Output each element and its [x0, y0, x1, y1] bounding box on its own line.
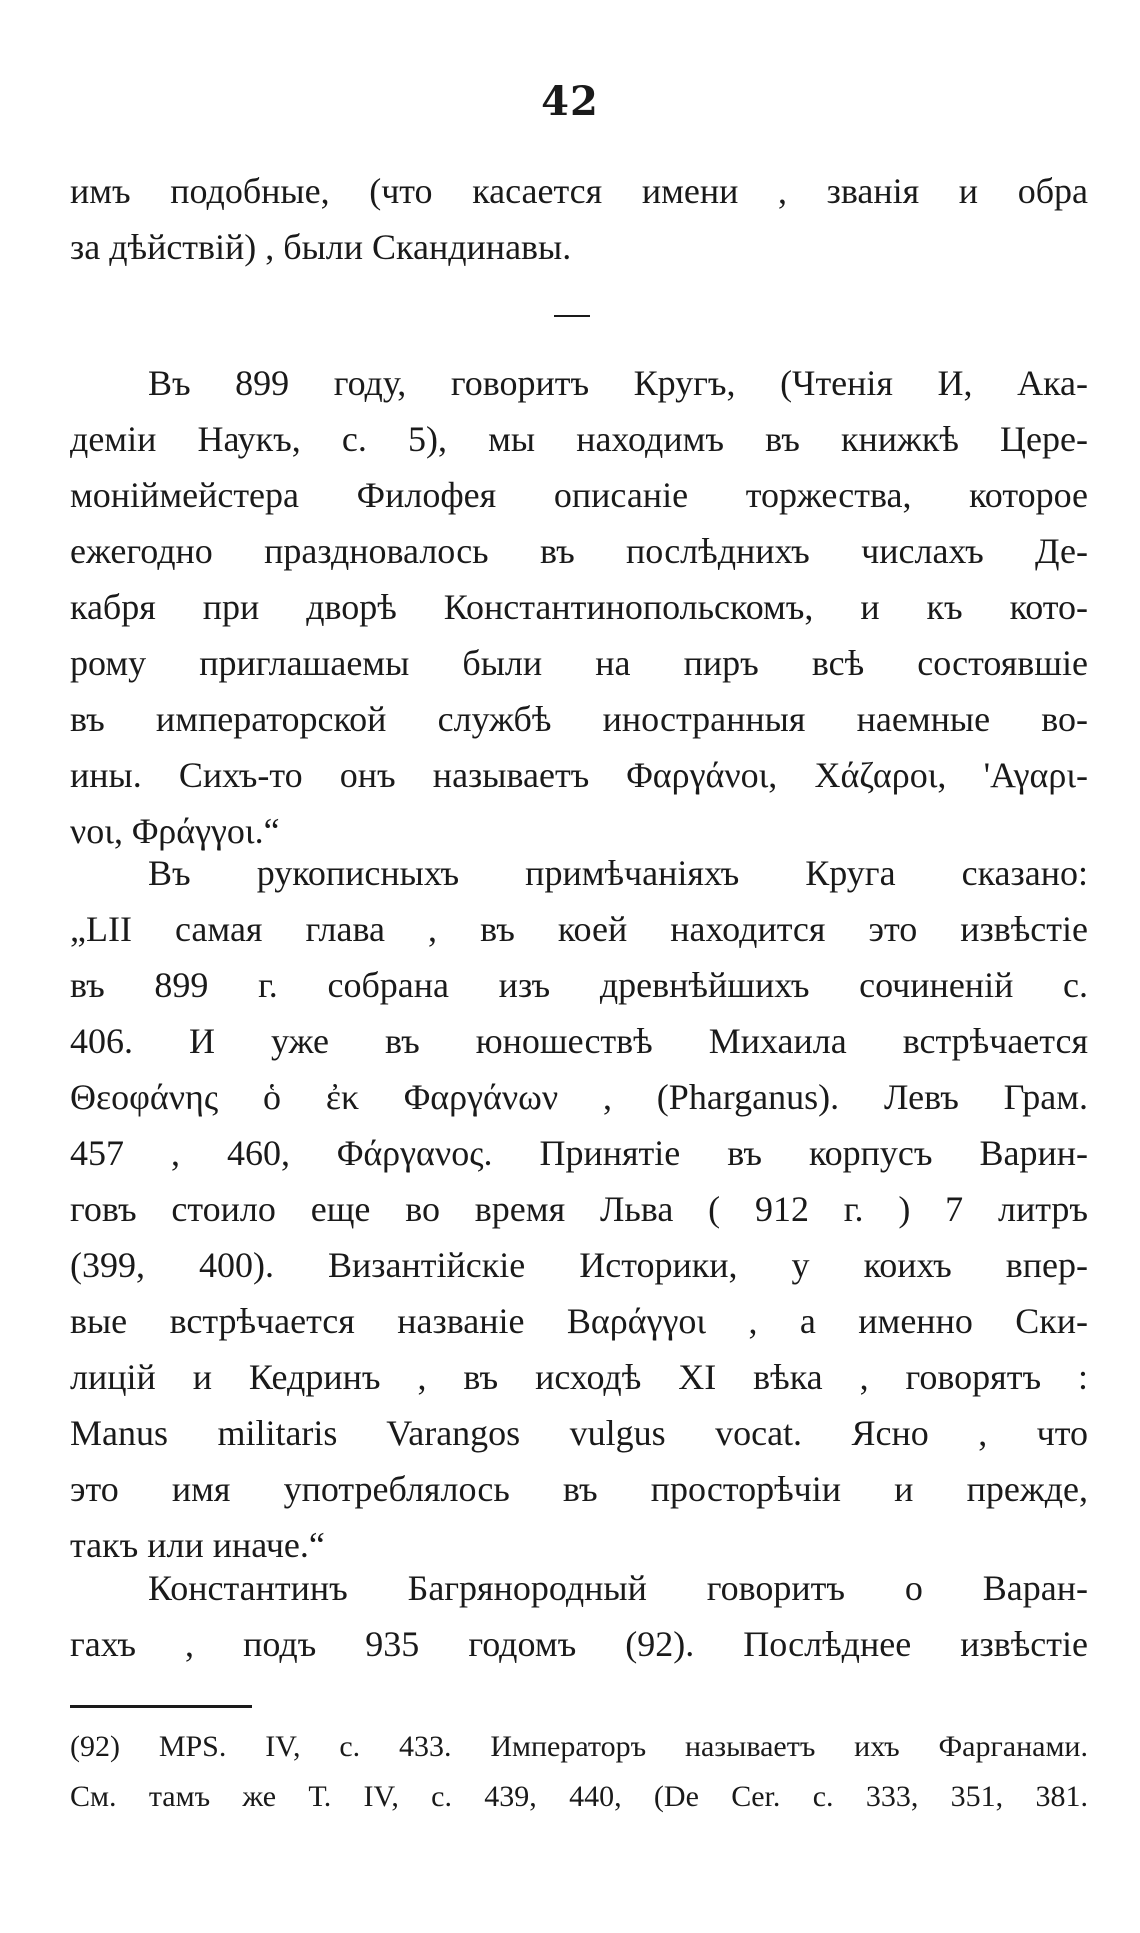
text-line: Θεοφάνης ὁ ἐκ Φαργάνων , (Pharganus). Левъ Грам. [70, 1077, 1088, 1117]
footnote-line: (92) MPS. IV, с. 433. Императоръ называетъ ихъ Фарганами. [70, 1730, 1088, 1763]
text-line: νοι, Φράγγοι.“ [70, 811, 280, 851]
text-line: деміи Наукъ, с. 5), мы находимъ въ книжкѣ Цере- [70, 419, 1088, 459]
text-line: имъ подобные, (что касается имени , званія и обра [70, 171, 1088, 211]
text-line: лицій и Кедринъ , въ исходѣ XI вѣка , говорятъ : [70, 1357, 1088, 1397]
text-line: (399, 400). Византійскіе Историки, у коихъ впер- [70, 1245, 1088, 1285]
footnotes [70, 1722, 1088, 1822]
text-line: 457 , 460, Φάργανος. Принятіе въ корпусъ Варин- [70, 1133, 1088, 1173]
text-line: „LII самая глава , въ коей находится это извѣстіе [70, 909, 1088, 949]
text-line: Константинъ Багрянородный говоритъ о Варан- [148, 1568, 1088, 1608]
text-line: ины. Сихъ-то онъ называетъ Φαργάνοι, Χάζαροι, 'Αγαρι- [70, 755, 1088, 795]
footnote-rule [70, 1705, 252, 1708]
paragraph-2 [70, 845, 1088, 1573]
text-line: говъ стоило еще во время Льва ( 912 г. ) 7 литръ [70, 1189, 1088, 1229]
text-line: рому приглашаемы были на пиръ всѣ состоявшіе [70, 643, 1088, 683]
section-separator [554, 315, 590, 317]
text-line: ежегодно праздновалось въ послѣднихъ числахъ Де- [70, 531, 1088, 571]
top-lines [70, 163, 1088, 275]
text-line: моніймейстера Филофея описаніе торжества, которое [70, 475, 1088, 515]
text-line: гахъ , подъ 935 годомъ (92). Послѣднее извѣстіе [70, 1624, 1088, 1664]
text-line: кабря при дворѣ Константинопольскомъ, и къ кото- [70, 587, 1088, 627]
text-line: вые встрѣчается названіе Βαράγγοι , а именно Ски- [70, 1301, 1088, 1341]
text-line: Manus militaris Varangos vulgus vocat. Ясно , что [70, 1413, 1088, 1453]
text-line: въ императорской службѣ иностранныя наемные во- [70, 699, 1088, 739]
text-line: такъ или иначе.“ [70, 1525, 325, 1565]
paragraph-3 [70, 1560, 1088, 1672]
paragraph-1 [70, 355, 1088, 859]
text-line: 406. И уже въ юношествѣ Михаила встрѣчается [70, 1021, 1088, 1061]
text-line: въ 899 г. собрана изъ древнѣйшихъ сочиненій с. [70, 965, 1088, 1005]
text-line: Въ 899 году, говоритъ Кругъ, (Чтенія И, Ака- [148, 363, 1088, 403]
text-line: за дѣйствій) , были Скандинавы. [70, 227, 572, 267]
footnote-line: См. тамъ же Т. IV, с. 439, 440, (De Cer. с. 333, 351, 381. [70, 1780, 1088, 1813]
page-number: 42 [541, 78, 599, 125]
text-line: Въ рукописныхъ примѣчаніяхъ Круга сказано: [148, 853, 1088, 893]
text-line: это имя употреблялось въ просторѣчіи и прежде, [70, 1469, 1088, 1509]
